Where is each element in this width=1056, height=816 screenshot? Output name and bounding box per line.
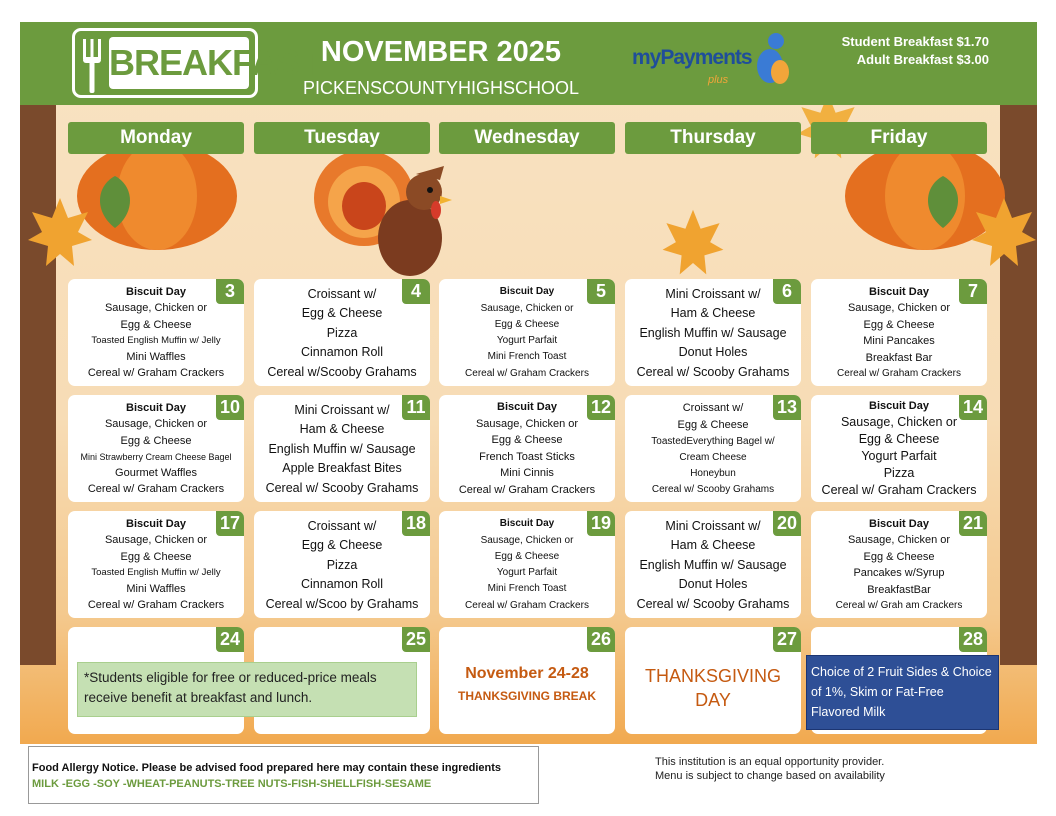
menu-line: Egg & Cheese xyxy=(494,550,560,562)
day-number: 21 xyxy=(959,511,987,536)
day-number: 28 xyxy=(959,627,987,652)
day-number: 26 xyxy=(587,627,615,652)
menu-calendar xyxy=(20,22,1037,744)
menu-line: Mini Waffles xyxy=(126,582,186,595)
menu-line: Mini Pancakes xyxy=(863,335,935,348)
breakfast-logo xyxy=(72,28,321,98)
menu-line: Yogurt Parfait xyxy=(496,567,558,579)
menu-line: Cereal w/ Scooby Grahams xyxy=(636,364,790,379)
day-cell-18 xyxy=(254,511,430,618)
menu-line: Cereal w/ Graham Crackers xyxy=(821,483,977,497)
menu-line: Cereal w/ Scooby Grahams xyxy=(265,480,419,495)
menu-line: Donut Holes xyxy=(678,577,748,591)
menu-line: Ham & Cheese xyxy=(299,422,385,436)
day-cell-17 xyxy=(68,511,244,618)
menu-line: BreakfastBar xyxy=(867,583,931,596)
menu-line: Sausage, Chicken or xyxy=(104,302,208,315)
menu-line: Sausage, Chicken or xyxy=(840,415,958,429)
menu-line: English Muffin w/ Sausage xyxy=(639,557,787,572)
day-number: 17 xyxy=(216,511,244,536)
menu-line: Ham & Cheese xyxy=(670,306,756,320)
menu-line: Sausage, Chicken or xyxy=(847,302,951,315)
menu-line: Egg & Cheese xyxy=(120,550,192,563)
menu-line: Biscuit Day xyxy=(126,285,186,298)
menu-line: Pizza xyxy=(326,325,358,340)
day-cell-13 xyxy=(625,395,801,502)
day-header-tuesday: Tuesday xyxy=(254,122,430,154)
fork-icon xyxy=(81,37,103,95)
menu-line: Egg & Cheese xyxy=(494,318,560,330)
menu-line: Gourmet Waffles xyxy=(115,466,197,479)
menu-line: Sausage, Chicken or xyxy=(475,417,579,430)
green-leaf-icon xyxy=(920,174,966,230)
maple-leaf-icon xyxy=(970,194,1037,274)
break-label: THANKSGIVING BREAK xyxy=(457,689,596,703)
menu-line: Biscuit Day xyxy=(126,401,186,414)
menu-line: Cereal w/Scooby Grahams xyxy=(267,364,417,379)
menu-line: Pizza xyxy=(883,466,915,480)
thanksgiving-day-label: THANKSGIVING DAY xyxy=(644,666,782,710)
day-number: 4 xyxy=(402,279,430,304)
menu-line: Cereal w/ Graham Crackers xyxy=(87,483,225,496)
menu-line: Mini Waffles xyxy=(126,350,186,363)
adult-price: Adult Breakfast $3.00 xyxy=(856,52,989,67)
menu-line: English Muffin w/ Sausage xyxy=(639,325,787,340)
day-number: 20 xyxy=(773,511,801,536)
menu-line: Cereal w/ Graham Crackers xyxy=(465,599,589,611)
menu-line: Mini French Toast xyxy=(487,351,567,363)
menu-line: Egg & Cheese xyxy=(491,434,563,447)
menu-line: Cereal w/ Graham Crackers xyxy=(837,368,961,380)
menu-line: Cereal w/ Scooby Grahams xyxy=(651,484,775,495)
day-cell-7 xyxy=(811,279,987,386)
menu-line: Apple Breakfast Bites xyxy=(282,461,402,475)
menu-line: Cereal w/ Grah am Crackers xyxy=(835,600,963,612)
day-number: 18 xyxy=(402,511,430,536)
day-cell-20 xyxy=(625,511,801,618)
menu-line: Egg & Cheese xyxy=(120,318,192,331)
menu-line: Cinnamon Roll xyxy=(301,577,383,591)
day-number: 5 xyxy=(587,279,615,304)
day-number: 6 xyxy=(773,279,801,304)
menu-line: Cereal w/Scoo by Grahams xyxy=(265,596,419,611)
menu-line: Yogurt Parfait xyxy=(496,335,558,347)
menu-line: Biscuit Day xyxy=(869,400,929,412)
menu-line: Ham & Cheese xyxy=(670,538,756,552)
menu-line: Egg & Cheese xyxy=(120,435,192,448)
day-cell-3 xyxy=(68,279,244,386)
menu-line: Egg & Cheese xyxy=(863,550,935,563)
day-cell-11 xyxy=(254,395,430,502)
menu-line: Croissant w/ xyxy=(682,402,744,414)
mypayments-text: myPayments xyxy=(632,46,752,69)
day-number: 12 xyxy=(587,395,615,420)
day-number: 27 xyxy=(773,627,801,652)
menu-line: Mini Croissant w/ xyxy=(294,402,390,417)
menu-line: Croissant w/ xyxy=(307,286,377,301)
menu-line: Mini Strawberry Cream Cheese Bagel xyxy=(80,451,232,462)
menu-line: Toasted English Muffin w/ Jelly xyxy=(91,567,221,579)
menu-line: Mini French Toast xyxy=(487,583,567,595)
menu-line: Mini Croissant w/ xyxy=(665,518,761,533)
day-number: 11 xyxy=(402,395,430,420)
menu-line: Biscuit Day xyxy=(126,517,186,530)
day-cell-21 xyxy=(811,511,987,618)
student-price: Student Breakfast $1.70 xyxy=(841,34,989,49)
menu-line: Toasted English Muffin w/ Jelly xyxy=(91,335,221,347)
menu-line: ToastedEverything Bagel w/ xyxy=(651,436,775,447)
day-number: 14 xyxy=(959,395,987,420)
mypaymentsplus-logo xyxy=(632,32,792,96)
menu-line: Sausage, Chicken or xyxy=(847,534,951,547)
menu-line: Egg & Cheese xyxy=(301,538,383,552)
menu-line: Croissant w/ xyxy=(307,518,377,533)
day-cell-4 xyxy=(254,279,430,386)
menu-line: Mini Croissant w/ xyxy=(665,286,761,301)
day-header-monday: Monday xyxy=(68,122,244,154)
menu-line: Egg & Cheese xyxy=(677,419,749,431)
menu-line: Egg & Cheese xyxy=(858,432,940,446)
menu-line: Egg & Cheese xyxy=(301,306,383,320)
day-number: 19 xyxy=(587,511,615,536)
day-number: 13 xyxy=(773,395,801,420)
menu-line: Cereal w/ Graham Crackers xyxy=(458,483,596,496)
eligibility-note: *Students eligible for free or reduced-price meals receive benefit at breakfast and lunch. xyxy=(77,662,417,717)
menu-line: French Toast Sticks xyxy=(479,450,575,463)
mypayments-figure-icon xyxy=(750,32,792,94)
day-number: 10 xyxy=(216,395,244,420)
menu-line: Cereal w/ Graham Crackers xyxy=(87,367,225,380)
mypayments-plus-text: plus xyxy=(708,74,729,86)
menu-line: Biscuit Day xyxy=(869,517,929,530)
day-number: 24 xyxy=(216,627,244,652)
menu-line: Honeybun xyxy=(690,468,736,479)
menu-line: Cinnamon Roll xyxy=(301,345,383,359)
day-cell-6 xyxy=(625,279,801,386)
menu-line: Biscuit Day xyxy=(499,286,555,298)
turkey-icon xyxy=(306,140,456,282)
day-header-friday: Friday xyxy=(811,122,987,154)
allergy-notice: Food Allergy Notice. Please be advised food prepared here may contain these ingredients xyxy=(32,762,502,774)
menu-line: Yogurt Parfait xyxy=(861,449,937,463)
menu-line: Sausage, Chicken or xyxy=(480,302,574,314)
menu-line: Breakfast Bar xyxy=(865,351,933,364)
menu-line: Mini Cinnis xyxy=(500,467,554,480)
menu-line: Donut Holes xyxy=(678,345,748,359)
menu-line: Biscuit Day xyxy=(499,518,555,530)
day-cell-14 xyxy=(811,395,987,502)
equal-opportunity-statement: This institution is an equal opportunity provider. xyxy=(655,756,885,768)
day-number: 3 xyxy=(216,279,244,304)
menu-change-statement: Menu is subject to change based on availability xyxy=(655,770,885,782)
day-header-wednesday: Wednesday xyxy=(439,122,615,154)
menu-line: Cereal w/ Graham Crackers xyxy=(465,367,589,379)
menu-line: Pancakes w/Syrup xyxy=(853,567,945,580)
maple-leaf-icon xyxy=(26,194,94,274)
tree-trunk-left xyxy=(20,105,56,665)
day-number: 7 xyxy=(959,279,987,304)
menu-line: English Muffin w/ Sausage xyxy=(268,441,416,456)
green-leaf-icon xyxy=(92,174,138,230)
day-header-thursday: Thursday xyxy=(625,122,801,154)
menu-line: Biscuit Day xyxy=(497,401,557,414)
header-banner xyxy=(20,22,1037,105)
break-dates: November 24-28 xyxy=(465,665,589,682)
day-cell-5 xyxy=(439,279,615,386)
menu-line: Sausage, Chicken or xyxy=(480,534,574,546)
page-title: NOVEMBER 2025 xyxy=(320,36,562,68)
day-number: 25 xyxy=(402,627,430,652)
logo-text: BREAKFAST xyxy=(109,37,249,89)
menu-line: Cream Cheese xyxy=(679,452,747,463)
school-name: PICKENSCOUNTYHIGHSCHOOL xyxy=(302,78,580,98)
maple-leaf-icon xyxy=(655,206,731,282)
menu-line: Pizza xyxy=(326,557,358,572)
menu-line: Biscuit Day xyxy=(869,285,929,298)
menu-line: Sausage, Chicken or xyxy=(104,534,208,547)
day-cell-10 xyxy=(68,395,244,502)
milk-choice-note: Choice of 2 Fruit Sides & Choice of 1%, Skim or Fat-Free Flavored Milk xyxy=(806,655,999,730)
menu-line: Cereal w/ Scooby Grahams xyxy=(636,596,790,611)
menu-line: Egg & Cheese xyxy=(863,318,935,331)
allergen-list: MILK -EGG -SOY -WHEAT-PEANUTS-TREE NUTS-FISH-SHELLFISH-SESAME xyxy=(32,778,432,790)
menu-line: Cereal w/ Graham Crackers xyxy=(87,599,225,612)
day-cell-19 xyxy=(439,511,615,618)
menu-line: Sausage, Chicken or xyxy=(104,418,208,431)
allergy-notice-box xyxy=(28,746,539,804)
day-cell-12 xyxy=(439,395,615,502)
